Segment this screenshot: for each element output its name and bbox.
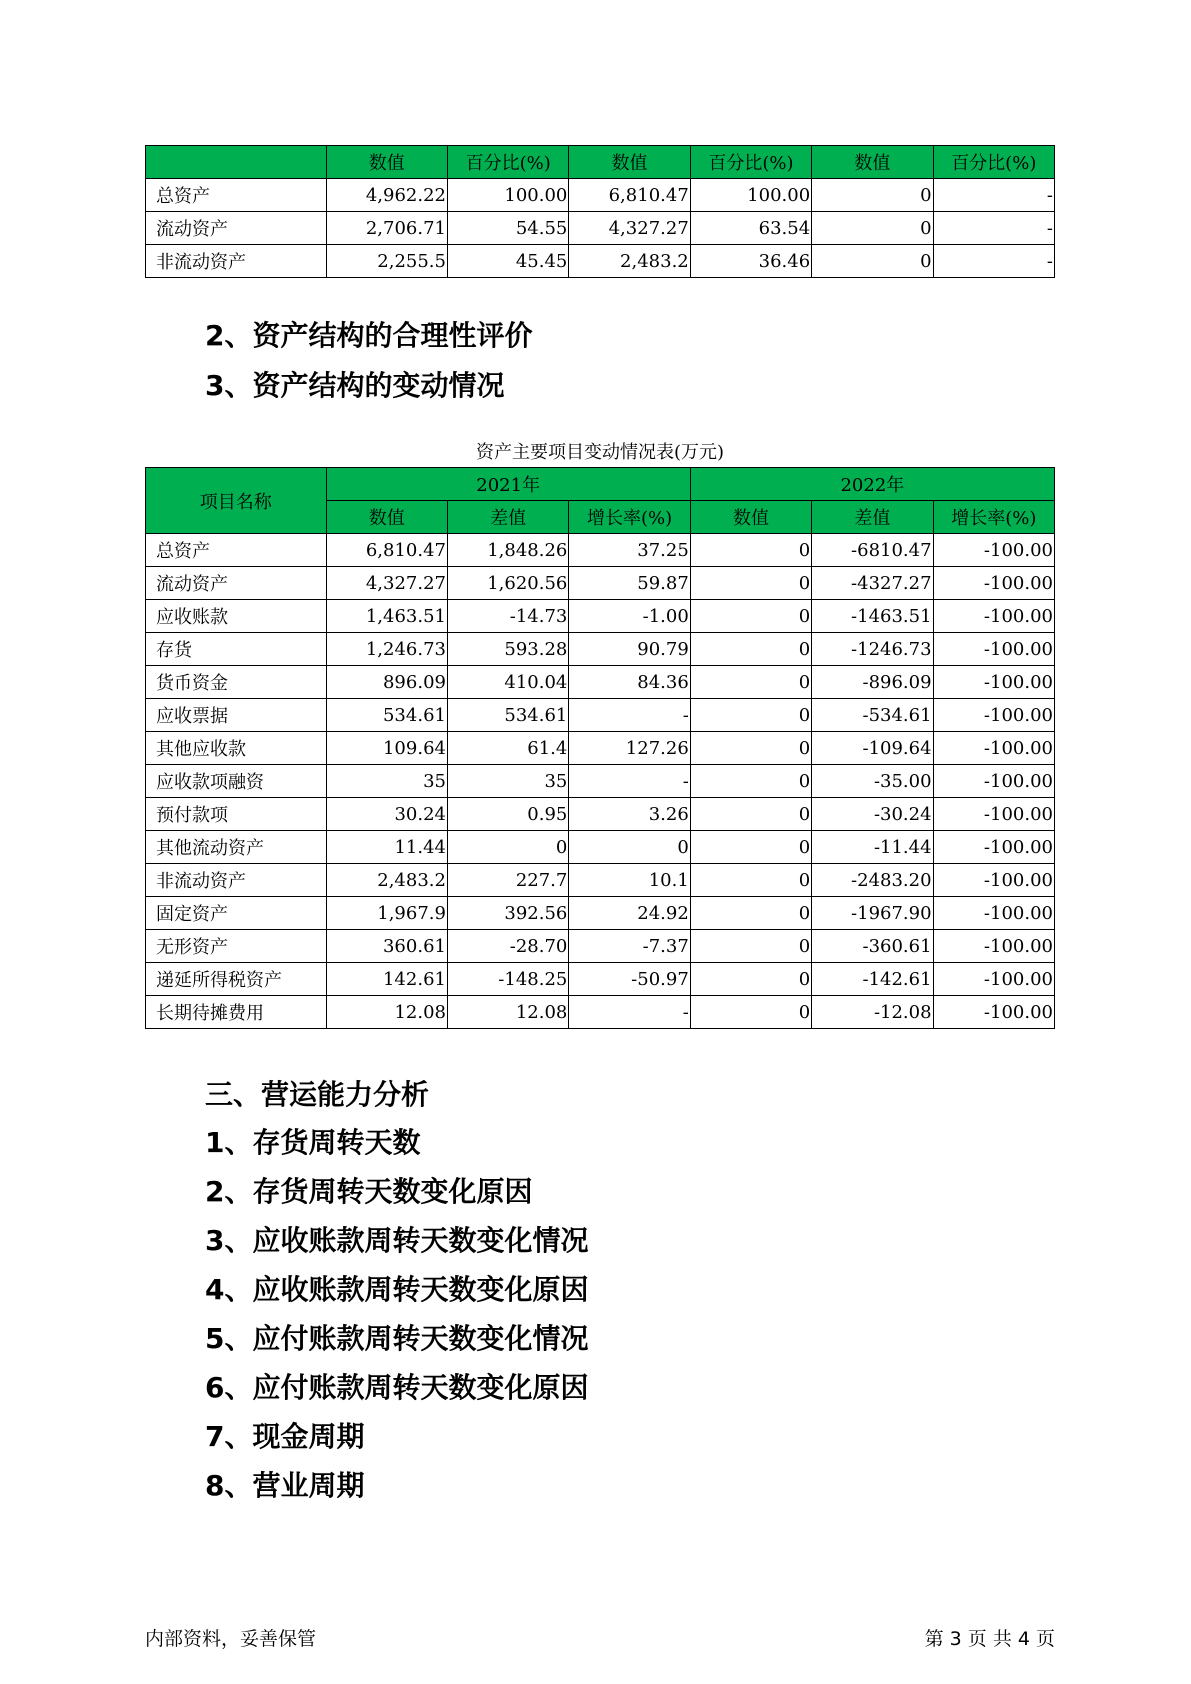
cell-value: 59.87 xyxy=(569,567,690,600)
table-row xyxy=(146,963,1055,996)
cell-value: 142.61 xyxy=(326,963,447,996)
cell-value: 30.24 xyxy=(326,798,447,831)
table-row xyxy=(146,831,1055,864)
section-item-heading: 5、应付账款周转天数变化情况 xyxy=(205,1322,589,1355)
cell-value: -100.00 xyxy=(933,930,1054,963)
cell-value: -30.24 xyxy=(812,798,933,831)
cell-value: -100.00 xyxy=(933,699,1054,732)
cell-value: -896.09 xyxy=(812,666,933,699)
cell-value: 35 xyxy=(447,765,568,798)
table-row xyxy=(146,930,1055,963)
cell-value: -100.00 xyxy=(933,666,1054,699)
cell-value: 0 xyxy=(690,600,811,633)
cell-value: 54.55 xyxy=(447,212,568,245)
cell-value: -109.64 xyxy=(812,732,933,765)
cell-value: 0 xyxy=(690,963,811,996)
section-item-heading: 7、现金周期 xyxy=(205,1420,365,1453)
row-label: 流动资产 xyxy=(146,212,327,245)
cell-value: 0.95 xyxy=(447,798,568,831)
row-label: 预付款项 xyxy=(146,798,327,831)
table-row xyxy=(146,245,1055,278)
cell-value: 2,255.5 xyxy=(326,245,447,278)
section-item-heading: 2、存货周转天数变化原因 xyxy=(205,1175,533,1208)
table-row xyxy=(146,699,1055,732)
cell-value: 4,327.27 xyxy=(569,212,690,245)
cell-value: 1,967.9 xyxy=(326,897,447,930)
table-row xyxy=(146,798,1055,831)
cell-value: 0 xyxy=(690,765,811,798)
cell-value: -534.61 xyxy=(812,699,933,732)
cell-value: -100.00 xyxy=(933,633,1054,666)
cell-value: -2483.20 xyxy=(812,864,933,897)
cell-value: - xyxy=(569,765,690,798)
cell-value: 1,848.26 xyxy=(447,534,568,567)
year-2022-header: 2022年 xyxy=(690,468,1054,501)
cell-value: 392.56 xyxy=(447,897,568,930)
cell-value: 12.08 xyxy=(326,996,447,1029)
header-cell xyxy=(146,146,327,179)
cell-value: -100.00 xyxy=(933,963,1054,996)
table-row xyxy=(146,996,1055,1029)
section-item-heading: 6、应付账款周转天数变化原因 xyxy=(205,1371,589,1404)
section-title-operating-capacity: 三、营运能力分析 xyxy=(205,1078,430,1111)
sub-header-cell: 数值 xyxy=(690,501,811,534)
table-row xyxy=(146,897,1055,930)
cell-value: 1,463.51 xyxy=(326,600,447,633)
cell-value: 35 xyxy=(326,765,447,798)
cell-value: 0 xyxy=(690,732,811,765)
cell-value: 4,962.22 xyxy=(326,179,447,212)
cell-value: 227.7 xyxy=(447,864,568,897)
section-item-heading: 1、存货周转天数 xyxy=(205,1126,421,1159)
row-label: 流动资产 xyxy=(146,567,327,600)
cell-value: -100.00 xyxy=(933,534,1054,567)
cell-value: 0 xyxy=(447,831,568,864)
footer-confidential-note: 内部资料，妥善保管 xyxy=(145,1628,317,1650)
row-label: 应收账款 xyxy=(146,600,327,633)
cell-value: 2,483.2 xyxy=(569,245,690,278)
row-label: 非流动资产 xyxy=(146,245,327,278)
row-label: 其他流动资产 xyxy=(146,831,327,864)
header-cell: 数值 xyxy=(812,146,933,179)
cell-value: -6810.47 xyxy=(812,534,933,567)
cell-value: -100.00 xyxy=(933,897,1054,930)
section-item-heading: 3、应收账款周转天数变化情况 xyxy=(205,1224,589,1257)
cell-value: 6,810.47 xyxy=(569,179,690,212)
row-label: 货币资金 xyxy=(146,666,327,699)
cell-value: - xyxy=(933,212,1054,245)
cell-value: 0 xyxy=(690,864,811,897)
row-label: 递延所得税资产 xyxy=(146,963,327,996)
cell-value: -100.00 xyxy=(933,798,1054,831)
cell-value: 0 xyxy=(690,897,811,930)
cell-value: -14.73 xyxy=(447,600,568,633)
cell-value: 10.1 xyxy=(569,864,690,897)
cell-value: 11.44 xyxy=(326,831,447,864)
cell-value: - xyxy=(569,699,690,732)
cell-value: 0 xyxy=(690,831,811,864)
cell-value: 360.61 xyxy=(326,930,447,963)
cell-value: -35.00 xyxy=(812,765,933,798)
cell-value: -1246.73 xyxy=(812,633,933,666)
cell-value: 36.46 xyxy=(690,245,811,278)
cell-value: 6,810.47 xyxy=(326,534,447,567)
cell-value: -100.00 xyxy=(933,996,1054,1029)
table-row xyxy=(146,179,1055,212)
cell-value: -7.37 xyxy=(569,930,690,963)
cell-value: -100.00 xyxy=(933,567,1054,600)
asset-structure-table xyxy=(145,145,1055,278)
cell-value: 0 xyxy=(690,534,811,567)
cell-value: 3.26 xyxy=(569,798,690,831)
sub-header-cell: 增长率(%) xyxy=(569,501,690,534)
cell-value: 410.04 xyxy=(447,666,568,699)
table-row xyxy=(146,765,1055,798)
row-label: 其他应收款 xyxy=(146,732,327,765)
table-row xyxy=(146,600,1055,633)
section-item-heading: 8、营业周期 xyxy=(205,1469,365,1502)
heading-asset-structure-change: 3、资产结构的变动情况 xyxy=(205,369,505,402)
header-cell: 百分比(%) xyxy=(933,146,1054,179)
row-label: 长期待摊费用 xyxy=(146,996,327,1029)
asset-change-table xyxy=(145,467,1055,1029)
cell-value: 127.26 xyxy=(569,732,690,765)
cell-value: 24.92 xyxy=(569,897,690,930)
cell-value: -148.25 xyxy=(447,963,568,996)
cell-value: 61.4 xyxy=(447,732,568,765)
heading-asset-structure-evaluation: 2、资产结构的合理性评价 xyxy=(205,319,533,352)
header-cell: 数值 xyxy=(569,146,690,179)
sub-header-cell: 增长率(%) xyxy=(933,501,1054,534)
cell-value: 90.79 xyxy=(569,633,690,666)
cell-value: 63.54 xyxy=(690,212,811,245)
cell-value: 1,246.73 xyxy=(326,633,447,666)
row-label: 总资产 xyxy=(146,534,327,567)
cell-value: 0 xyxy=(690,996,811,1029)
table-row xyxy=(146,212,1055,245)
cell-value: -1967.90 xyxy=(812,897,933,930)
row-label: 存货 xyxy=(146,633,327,666)
cell-value: 0 xyxy=(812,212,933,245)
cell-value: -1463.51 xyxy=(812,600,933,633)
table-row xyxy=(146,633,1055,666)
cell-value: -12.08 xyxy=(812,996,933,1029)
cell-value: 534.61 xyxy=(326,699,447,732)
cell-value: 109.64 xyxy=(326,732,447,765)
item-name-header: 项目名称 xyxy=(146,468,327,534)
header-cell: 百分比(%) xyxy=(690,146,811,179)
cell-value: -100.00 xyxy=(933,765,1054,798)
cell-value: -142.61 xyxy=(812,963,933,996)
cell-value: 100.00 xyxy=(447,179,568,212)
cell-value: - xyxy=(569,996,690,1029)
cell-value: 0 xyxy=(569,831,690,864)
cell-value: 1,620.56 xyxy=(447,567,568,600)
cell-value: -100.00 xyxy=(933,864,1054,897)
table-row xyxy=(146,732,1055,765)
footer-page-number: 第 3 页 共 4 页 xyxy=(924,1628,1055,1650)
table-caption: 资产主要项目变动情况表(万元) xyxy=(475,442,725,463)
cell-value: -50.97 xyxy=(569,963,690,996)
table-row xyxy=(146,567,1055,600)
cell-value: 0 xyxy=(690,666,811,699)
cell-value: 2,483.2 xyxy=(326,864,447,897)
cell-value: -100.00 xyxy=(933,600,1054,633)
cell-value: - xyxy=(933,245,1054,278)
header-cell: 数值 xyxy=(326,146,447,179)
cell-value: -1.00 xyxy=(569,600,690,633)
row-label: 总资产 xyxy=(146,179,327,212)
cell-value: -360.61 xyxy=(812,930,933,963)
cell-value: 45.45 xyxy=(447,245,568,278)
sub-header-cell: 差值 xyxy=(447,501,568,534)
cell-value: -100.00 xyxy=(933,732,1054,765)
cell-value: - xyxy=(933,179,1054,212)
sub-header-cell: 数值 xyxy=(326,501,447,534)
cell-value: -4327.27 xyxy=(812,567,933,600)
cell-value: 0 xyxy=(690,798,811,831)
cell-value: 896.09 xyxy=(326,666,447,699)
header-cell: 百分比(%) xyxy=(447,146,568,179)
cell-value: 100.00 xyxy=(690,179,811,212)
cell-value: 593.28 xyxy=(447,633,568,666)
cell-value: -100.00 xyxy=(933,831,1054,864)
cell-value: 534.61 xyxy=(447,699,568,732)
cell-value: 0 xyxy=(690,633,811,666)
cell-value: 12.08 xyxy=(447,996,568,1029)
row-label: 应收票据 xyxy=(146,699,327,732)
cell-value: 0 xyxy=(690,699,811,732)
cell-value: 0 xyxy=(812,245,933,278)
cell-value: -28.70 xyxy=(447,930,568,963)
table-row xyxy=(146,864,1055,897)
sub-header-cell: 差值 xyxy=(812,501,933,534)
cell-value: 37.25 xyxy=(569,534,690,567)
cell-value: 0 xyxy=(690,930,811,963)
row-label: 固定资产 xyxy=(146,897,327,930)
section-item-heading: 4、应收账款周转天数变化原因 xyxy=(205,1273,589,1306)
cell-value: 0 xyxy=(812,179,933,212)
table-row xyxy=(146,666,1055,699)
table-row xyxy=(146,534,1055,567)
row-label: 应收款项融资 xyxy=(146,765,327,798)
cell-value: 0 xyxy=(690,567,811,600)
cell-value: 84.36 xyxy=(569,666,690,699)
cell-value: 2,706.71 xyxy=(326,212,447,245)
cell-value: -11.44 xyxy=(812,831,933,864)
cell-value: 4,327.27 xyxy=(326,567,447,600)
row-label: 非流动资产 xyxy=(146,864,327,897)
row-label: 无形资产 xyxy=(146,930,327,963)
year-2021-header: 2021年 xyxy=(326,468,690,501)
